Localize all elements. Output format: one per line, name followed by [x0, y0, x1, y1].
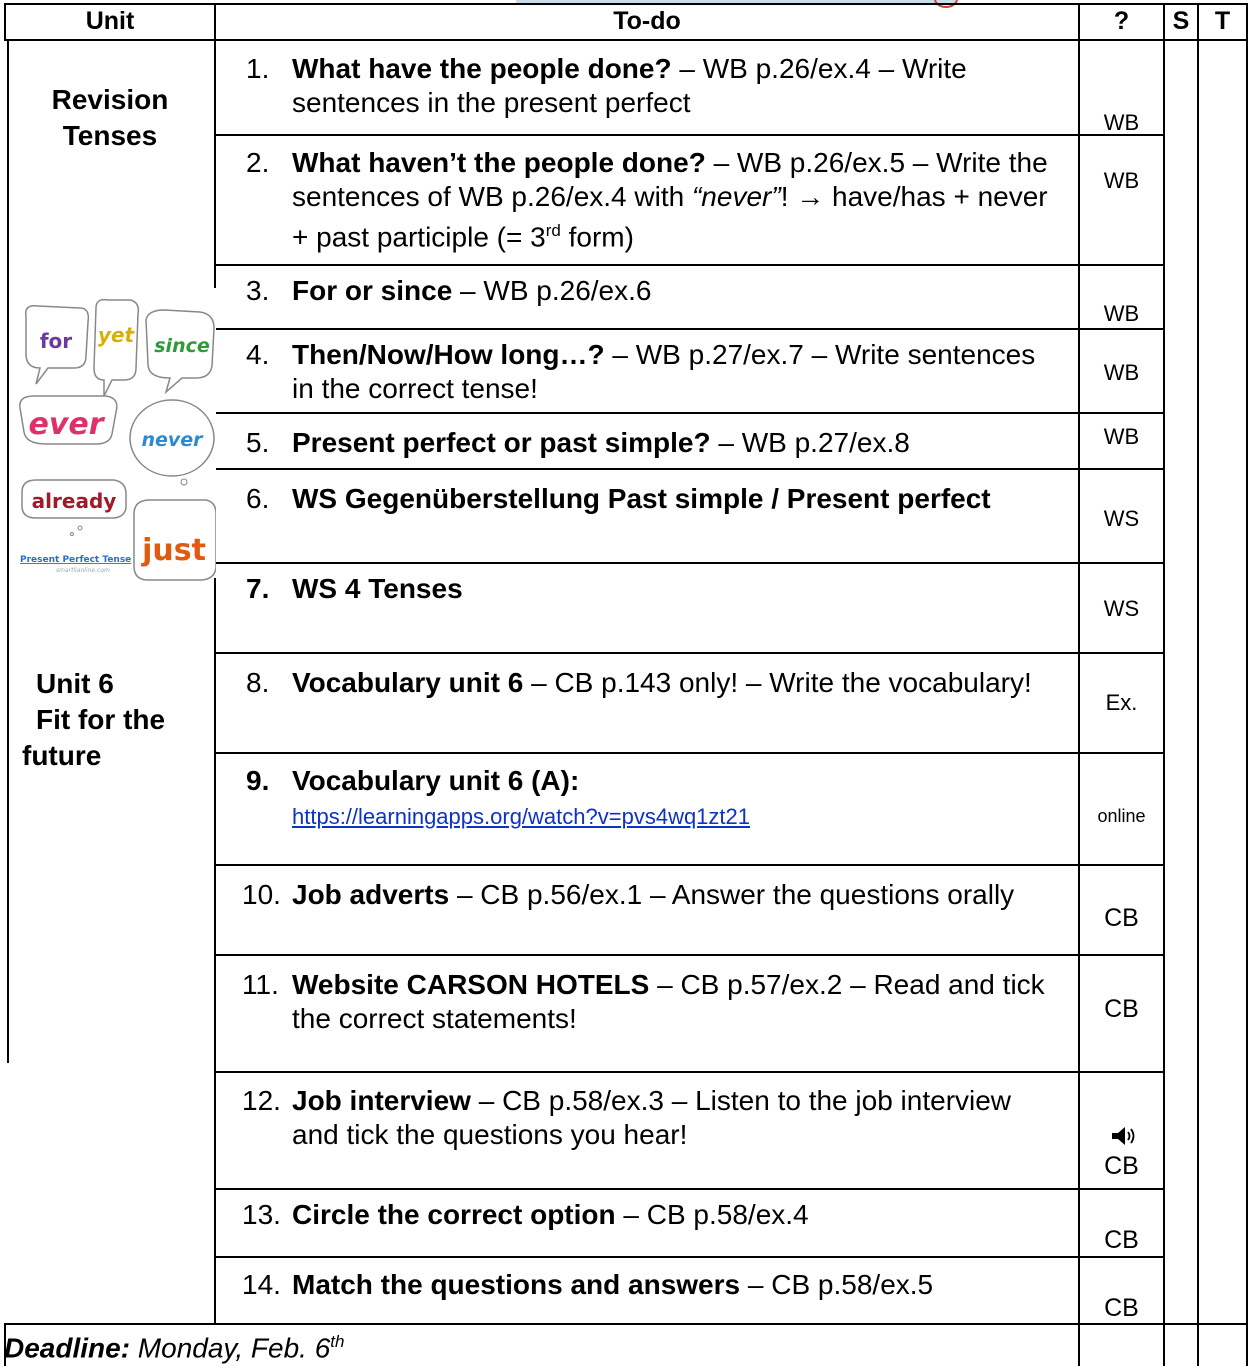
task-row-8	[216, 666, 1078, 700]
task-emphasis: “never”	[691, 181, 781, 212]
task-description: – WB p.26/ex.6	[452, 275, 652, 306]
speech-bubbles-image	[16, 296, 216, 596]
unit-revision-tenses	[6, 82, 214, 154]
word-never: never	[141, 429, 203, 451]
task-description: – CB p.58/ex.5	[740, 1269, 934, 1300]
task-row-12	[216, 1084, 1078, 1152]
task-number: 3.	[246, 275, 270, 306]
task-code: WS	[1103, 506, 1140, 531]
word-ever: ever	[28, 407, 104, 442]
task-description: ! → have/has + never + past participle (= 3	[292, 181, 1048, 253]
task-description: – CB p.58/ex.4	[615, 1199, 809, 1230]
deadline-label: Deadline:	[4, 1332, 131, 1364]
unit-6-fit-for-the-future	[22, 666, 166, 774]
task-row-2	[216, 146, 1078, 254]
task-description: form)	[560, 221, 634, 253]
grid-line	[216, 562, 1163, 564]
grid-line	[216, 328, 1163, 330]
task-row-5	[216, 426, 1078, 460]
task-description: – WB p.27/ex.8	[710, 427, 910, 458]
task-code: WS	[1103, 596, 1140, 621]
unit-line: Unit 6	[36, 668, 114, 699]
grid-line	[214, 264, 1163, 266]
task-code: WB	[1103, 168, 1140, 193]
word-yet: yet	[97, 323, 135, 347]
task-number: 8.	[246, 667, 270, 698]
task-description: – CB p.56/ex.1 – Answer the questions orally	[449, 879, 1015, 910]
task-title: Vocabulary unit 6 (A):	[292, 765, 580, 796]
task-code: CB	[1104, 1226, 1139, 1254]
grid-line	[216, 412, 1163, 414]
task-number: 13.	[242, 1199, 281, 1230]
grid-line	[214, 652, 1163, 654]
task-code: WB	[1103, 360, 1140, 385]
task-title: Circle the correct option	[292, 1199, 616, 1230]
header-todo: To-do	[613, 6, 681, 35]
grid-line	[214, 1071, 1163, 1073]
task-title: Match the questions and answers	[292, 1269, 741, 1300]
grid-line	[1163, 3, 1165, 1366]
task-row-9	[216, 764, 1078, 834]
task-title: What have the people done?	[292, 53, 672, 84]
grid-line	[4, 39, 1247, 41]
task-row-7	[216, 572, 1078, 606]
task-code: CB	[1104, 1152, 1139, 1180]
superscript: th	[330, 1332, 345, 1351]
header-unit: Unit	[85, 6, 135, 35]
deadline-date: Monday, Feb. 6	[130, 1332, 331, 1364]
task-number: 4.	[246, 339, 270, 370]
task-title: Job adverts	[292, 879, 450, 910]
header-s: S	[1172, 6, 1190, 35]
task-title: Vocabulary unit 6	[292, 667, 524, 698]
task-row-11	[216, 968, 1078, 1036]
word-already: already	[31, 489, 117, 513]
grid-line	[7, 40, 9, 1063]
task-title: WS Gegenüberstellung Past simple / Present perfect	[292, 483, 991, 514]
task-description: – WB p.27/ex.7 – Write sentences in the correct tense!	[292, 339, 1036, 404]
task-code: WB	[1103, 424, 1140, 449]
word-for: for	[39, 329, 73, 353]
unit-line: future	[22, 740, 102, 771]
task-row-4	[216, 338, 1078, 406]
grid-line	[214, 864, 1163, 866]
superscript: rd	[545, 221, 561, 240]
grid-line	[216, 468, 1163, 470]
task-description: – CB p.143 only! – Write the vocabulary!	[523, 667, 1032, 698]
task-code: CB	[1104, 995, 1139, 1023]
task-title: For or since	[292, 275, 453, 306]
grid-line	[214, 134, 1163, 136]
task-code: Ex.	[1105, 690, 1138, 715]
word-since: since	[154, 335, 210, 357]
task-code: CB	[1104, 904, 1139, 932]
task-row-13	[216, 1198, 1078, 1232]
task-number: 10.	[242, 879, 281, 910]
learningapps-link[interactable]: https://learningapps.org/watch?v=pvs4wq1zt21	[292, 804, 751, 829]
grid-line	[214, 954, 1163, 956]
speaker-icon	[1110, 1124, 1138, 1148]
header-question: ?	[1113, 6, 1130, 35]
task-title: Present perfect or past simple?	[292, 427, 711, 458]
task-title: What haven’t the people done?	[292, 147, 706, 178]
header-t: T	[1214, 6, 1231, 35]
task-title: Job interview	[292, 1085, 471, 1116]
grid-line	[1246, 3, 1248, 1366]
task-title: Then/Now/How long…?	[292, 339, 605, 370]
task-number: 2.	[246, 147, 270, 178]
task-number: 1.	[246, 53, 270, 84]
task-description: – WB p.26/ex.5 – Write the sentences of WB p.26/ex.4 with	[292, 147, 1048, 212]
present-perfect-illustration	[16, 296, 216, 596]
speaker-icon-svg	[1110, 1124, 1138, 1148]
unit-line: Revision	[51, 84, 169, 115]
task-number: 9.	[246, 765, 270, 796]
task-description: – CB p.57/ex.2 – Read and tick the correct statements!	[292, 969, 1045, 1034]
unit-line: Tenses	[62, 120, 158, 151]
grid-line	[214, 752, 1163, 754]
task-number: 7.	[246, 573, 270, 604]
task-number: 11.	[242, 969, 279, 1000]
illustration-credit: smartlianline.com	[56, 567, 110, 574]
task-row-10	[216, 878, 1078, 912]
task-code: online	[1097, 806, 1146, 826]
task-number: 12.	[242, 1085, 281, 1116]
task-description: – WB p.26/ex.4 – Write sentences in the present perfect	[292, 53, 967, 118]
unit-line: Fit for the	[36, 704, 166, 735]
task-code: CB	[1104, 1294, 1139, 1322]
task-row-1	[216, 52, 1078, 120]
word-just: just	[142, 533, 206, 568]
task-number: 14.	[242, 1269, 281, 1300]
task-row-6	[216, 482, 1078, 516]
task-row-14	[216, 1268, 1078, 1302]
grid-line	[214, 1256, 1163, 1258]
grid-line	[214, 1188, 1163, 1190]
task-description: – CB p.58/ex.3 – Listen to the job interview and tick the questions you hear!	[292, 1085, 1012, 1150]
illustration-caption: Present Perfect Tense	[20, 555, 132, 565]
task-code: WB	[1103, 110, 1140, 135]
grid-line	[4, 1323, 1247, 1325]
task-number: 6.	[246, 483, 270, 514]
task-row-3	[216, 274, 1078, 308]
task-code: WB	[1103, 301, 1140, 326]
task-title: Website CARSON HOTELS	[292, 969, 650, 1000]
deadline	[4, 1332, 344, 1364]
task-title: WS 4 Tenses	[292, 573, 463, 604]
grid-line	[1197, 3, 1199, 1366]
task-number: 5.	[246, 427, 270, 458]
